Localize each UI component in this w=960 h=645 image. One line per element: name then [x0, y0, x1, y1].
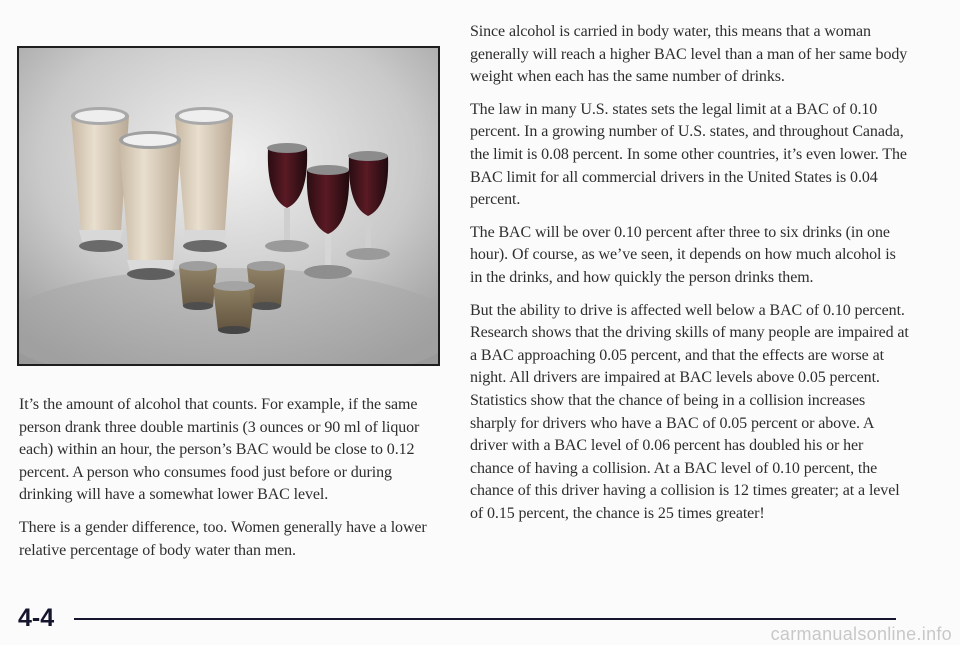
drinks-photo: [17, 46, 440, 366]
paragraph-amount-of-alcohol: It’s the amount of alcohol that counts. For example, if the same person drank three double martinis (3 ounces or 90 ml of liquor each) within an hour, the person’s BAC would be close to 0.12 percent. A person who consumes food just before or during drinking will have a somewhat lower BAC level.: [19, 396, 420, 504]
paragraph-legal-limit: The law in many U.S. states sets the legal limit at a BAC of 0.10 percent. In a growing number of U.S. states, and throughout Canada, the limit is 0.08 percent. In some other countries, it’s even lower. The BAC limit for all commercial drivers in the United States is 0.04 percent.: [470, 100, 907, 209]
paragraph-bac-over: The BAC will be over 0.10 percent after three to six drinks (in one hour). Of course, as we’ve seen, it depends on how much alcohol is in the drinks, and how quickly the person drinks them.: [470, 223, 896, 286]
footer-divider: [74, 618, 896, 620]
paragraph-body-water: Since alcohol is carried in body water, this means that a woman generally will reach a higher BAC level than a man of her same body weight when each has the same number of drinks.: [470, 23, 908, 86]
paragraph-driving-ability: But the ability to drive is affected well below a BAC of 0.10 percent. Research shows that the driving skills of many people are impaired at a BAC approaching 0.05 percent, and that the effects are worse at night. All drivers are impaired at BAC levels above 0.05 percent. Statistics show that the chance of being in a collision increases sharply for drivers who have a BAC of 0.05 percent or above. A driver with a BAC level of 0.06 percent has doubled his or her chance of having a collision. At a BAC level of 0.10 percent, the chance of this driver having a collision is 12 times greater; at a level of 0.15 percent, the chance is 25 times greater!: [470, 301, 909, 522]
left-column: [19, 394, 447, 572]
alcoholic-drinks-photo-icon: [19, 48, 438, 364]
watermark: carmanualsonline.info: [770, 624, 952, 644]
page-number: 4-4: [18, 604, 55, 632]
paragraph-gender-difference: There is a gender difference, too. Women generally have a lower relative percentage of body water than men.: [19, 518, 427, 559]
right-column: [470, 21, 910, 535]
